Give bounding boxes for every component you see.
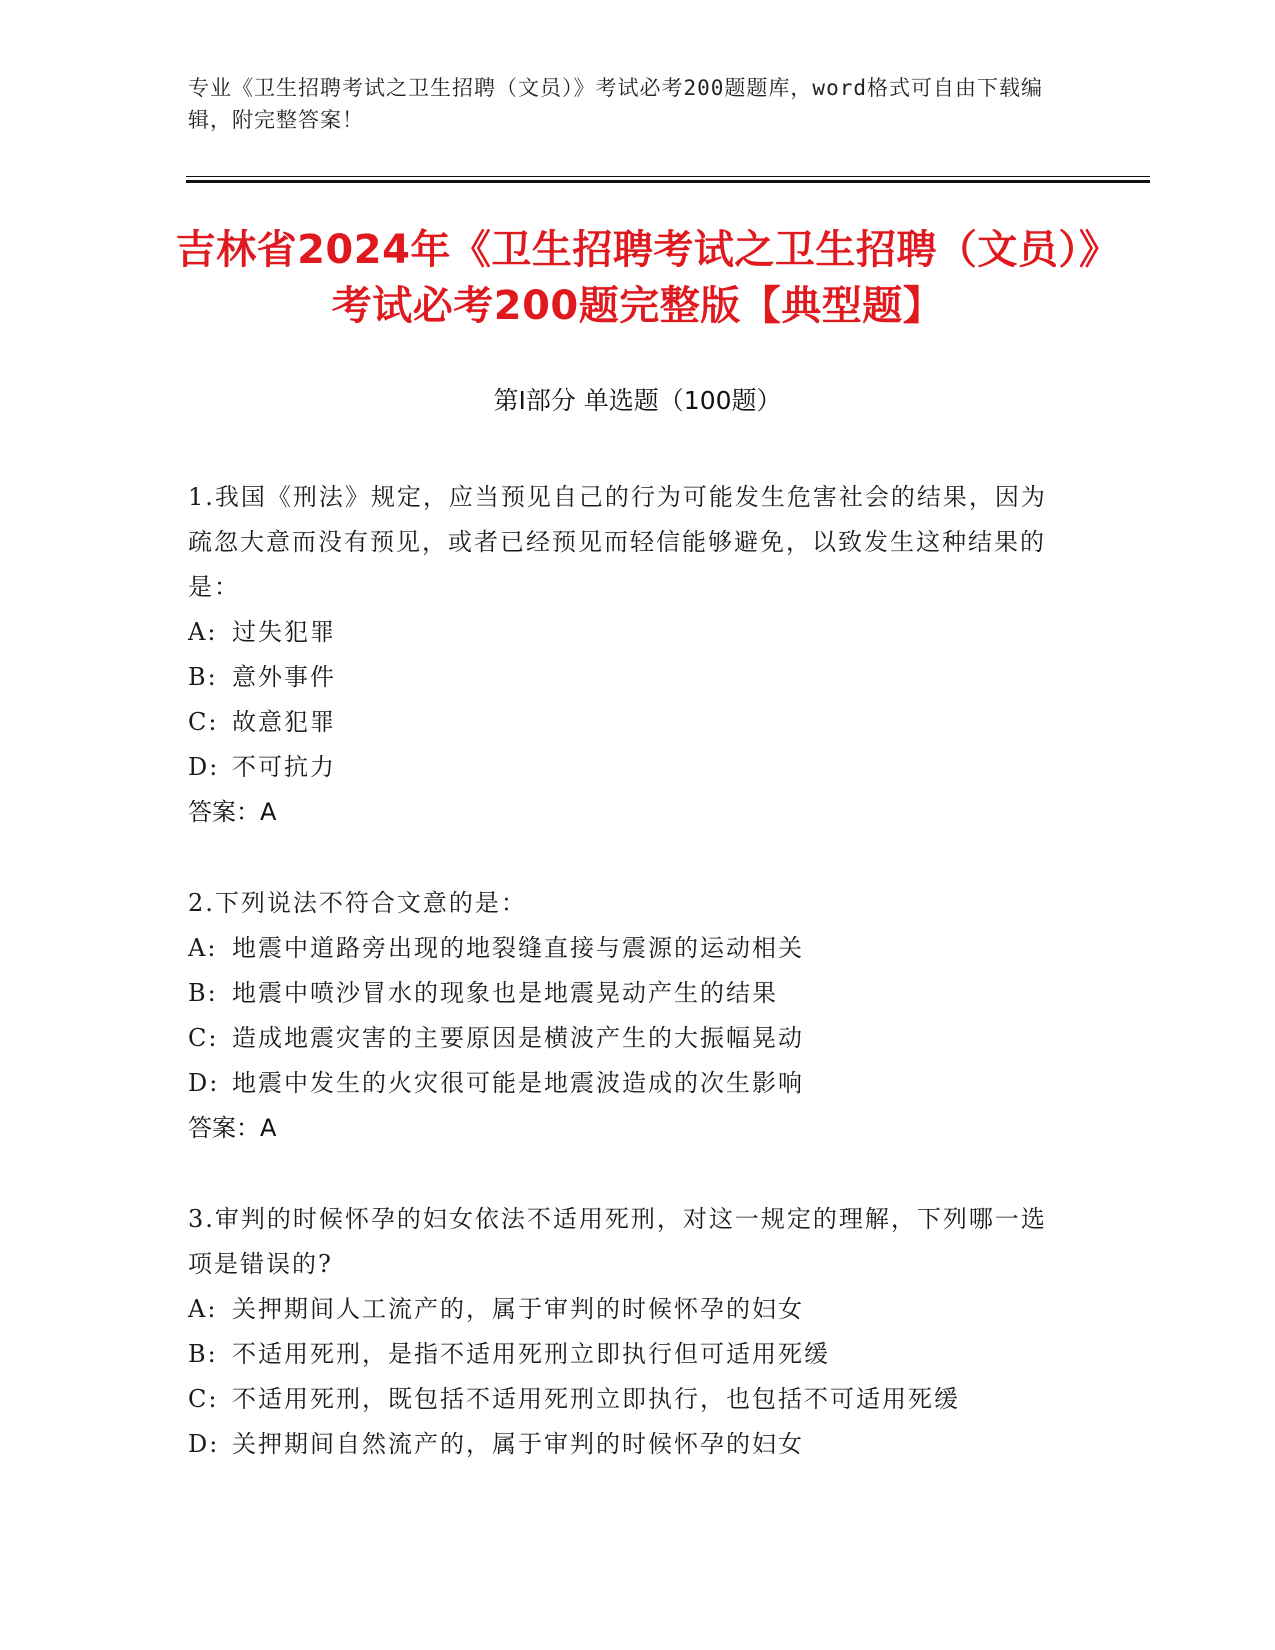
option-key: C: — [188, 1385, 219, 1413]
option-text: 地震中道路旁出现的地裂缝直接与震源的运动相关 — [232, 934, 804, 962]
question-3 — [188, 1197, 1068, 1467]
option-key: A: — [188, 934, 218, 962]
question-1 — [188, 475, 1068, 835]
option-key: C: — [188, 1024, 219, 1052]
option-text: 造成地震灾害的主要原因是横波产生的大振幅晃动 — [232, 1024, 804, 1052]
option-key: D: — [188, 753, 220, 781]
option-c — [188, 1377, 1068, 1422]
option-d — [188, 1061, 1068, 1106]
header-divider-thick — [186, 180, 1150, 183]
option-b — [188, 971, 1068, 1016]
option-text: 地震中发生的火灾很可能是地震波造成的次生影响 — [232, 1069, 804, 1097]
option-key: B: — [188, 1340, 218, 1368]
option-text: 不适用死刑，既包括不适用死刑立即执行，也包括不可适用死缓 — [232, 1385, 960, 1413]
option-text: 过失犯罪 — [232, 618, 336, 646]
option-text: 意外事件 — [232, 663, 336, 691]
option-text: 不可抗力 — [232, 753, 336, 781]
option-text: 关押期间自然流产的，属于审判的时候怀孕的妇女 — [232, 1430, 804, 1458]
option-text: 故意犯罪 — [232, 708, 336, 736]
header-note: 专业《卫生招聘考试之卫生招聘（文员）》考试必考200题题库，word格式可自由下载编辑，附完整答案！ — [188, 76, 1043, 132]
option-text: 地震中喷沙冒水的现象也是地震晃动产生的结果 — [232, 979, 778, 1007]
section-title: 第I部分 单选题（100题） — [493, 386, 782, 415]
answer-line: 答案：A — [188, 1114, 277, 1142]
option-a — [188, 1287, 1068, 1332]
option-d — [188, 745, 1068, 790]
option-a — [188, 926, 1068, 971]
option-key: A: — [188, 618, 218, 646]
option-key: B: — [188, 663, 218, 691]
option-key: D: — [188, 1069, 220, 1097]
header-divider-thin — [186, 176, 1150, 177]
option-text: 关押期间人工流产的，属于审判的时候怀孕的妇女 — [232, 1295, 804, 1323]
answer-line: 答案：A — [188, 798, 277, 826]
option-key: A: — [188, 1295, 218, 1323]
option-text: 不适用死刑，是指不适用死刑立即执行但可适用死缓 — [232, 1340, 830, 1368]
option-key: B: — [188, 979, 218, 1007]
option-c — [188, 1016, 1068, 1061]
question-stem: 3.审判的时候怀孕的妇女依法不适用死刑，对这一规定的理解，下列哪一选项是错误的? — [188, 1205, 1047, 1278]
option-c — [188, 700, 1068, 745]
document-title: 吉林省2024年《卫生招聘考试之卫生招聘（文员）》考试必考200题完整版【典型题】 — [175, 227, 1100, 329]
question-stem: 2.下列说法不符合文意的是： — [188, 889, 527, 917]
question-list — [188, 475, 1068, 1513]
option-b — [188, 655, 1068, 700]
question-stem: 1.我国《刑法》规定，应当预见自己的行为可能发生危害社会的结果，因为疏忽大意而没有预见，或者已经预见而轻信能够避免，以致发生这种结果的是： — [188, 483, 1047, 601]
option-b — [188, 1332, 1068, 1377]
question-2 — [188, 881, 1068, 1151]
option-d — [188, 1422, 1068, 1467]
option-key: D: — [188, 1430, 220, 1458]
option-key: C: — [188, 708, 219, 736]
option-a — [188, 610, 1068, 655]
